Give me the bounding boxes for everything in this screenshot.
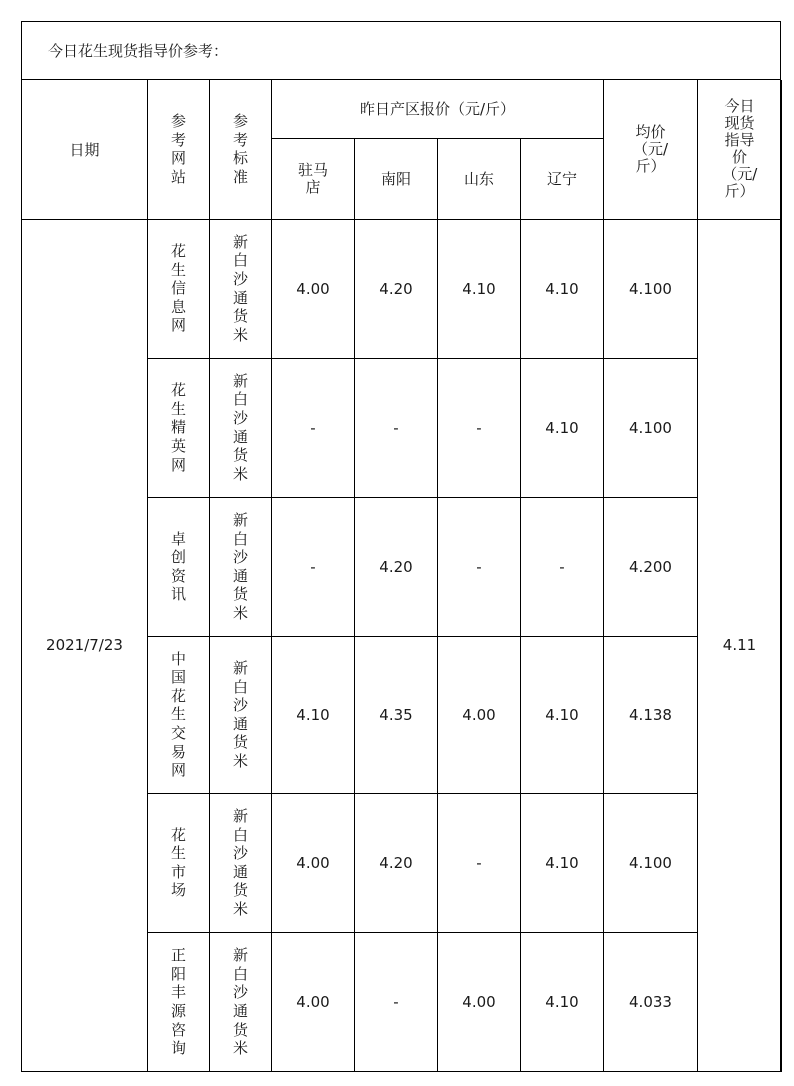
price-cell: - [438, 497, 521, 636]
price-cell: 4.20 [355, 793, 438, 932]
avg-cell: 4.200 [604, 497, 698, 636]
price-cell: - [521, 497, 604, 636]
site-cell: 花生信息网 [148, 219, 210, 358]
price-cell: - [438, 793, 521, 932]
header-date: 日期 [22, 80, 148, 219]
site-cell: 正阳丰源咨询 [148, 932, 210, 1071]
price-cell: 4.00 [272, 219, 355, 358]
header-avg: 均价（元/斤） [604, 80, 698, 219]
price-cell: 4.20 [355, 219, 438, 358]
avg-cell: 4.138 [604, 636, 698, 793]
price-cell: 4.10 [521, 219, 604, 358]
avg-cell: 4.100 [604, 793, 698, 932]
price-cell: 4.35 [355, 636, 438, 793]
date-cell: 2021/7/23 [22, 219, 148, 1071]
site-cell: 花生精英网 [148, 358, 210, 497]
header-region-shandong: 山东 [438, 138, 521, 219]
price-cell: 4.10 [272, 636, 355, 793]
price-cell: - [272, 497, 355, 636]
standard-cell: 新白沙通货米 [210, 636, 272, 793]
price-cell: 4.10 [521, 932, 604, 1071]
price-cell: 4.00 [272, 793, 355, 932]
price-cell: 4.20 [355, 497, 438, 636]
price-cell: 4.10 [521, 358, 604, 497]
standard-cell: 新白沙通货米 [210, 932, 272, 1071]
price-cell: 4.10 [521, 793, 604, 932]
document-title: 今日花生现货指导价参考： [22, 22, 780, 80]
standard-cell: 新白沙通货米 [210, 497, 272, 636]
price-cell: 4.00 [438, 636, 521, 793]
price-cell: 4.00 [438, 932, 521, 1071]
header-standard: 参考标准 [210, 80, 272, 219]
avg-cell: 4.100 [604, 358, 698, 497]
price-cell: - [438, 358, 521, 497]
avg-cell: 4.033 [604, 932, 698, 1071]
price-cell: 4.10 [438, 219, 521, 358]
site-cell: 卓创资讯 [148, 497, 210, 636]
standard-cell: 新白沙通货米 [210, 219, 272, 358]
table-row [22, 219, 782, 358]
guide-price-cell: 4.11 [698, 219, 782, 1071]
price-cell: - [272, 358, 355, 497]
header-guide: 今日现货指导价（元/斤） [698, 80, 782, 219]
price-cell: - [355, 932, 438, 1071]
site-cell: 中国花生交易网 [148, 636, 210, 793]
price-cell: - [355, 358, 438, 497]
site-cell: 花生市场 [148, 793, 210, 932]
header-region-group: 昨日产区报价（元/斤） [272, 80, 604, 138]
price-cell: 4.10 [521, 636, 604, 793]
header-region-nanyang: 南阳 [355, 138, 438, 219]
header-site: 参考网站 [148, 80, 210, 219]
header-region-liaoning: 辽宁 [521, 138, 604, 219]
price-cell: 4.00 [272, 932, 355, 1071]
standard-cell: 新白沙通货米 [210, 793, 272, 932]
header-region-zhumadian: 驻马店 [272, 138, 355, 219]
price-table [21, 80, 782, 1072]
standard-cell: 新白沙通货米 [210, 358, 272, 497]
avg-cell: 4.100 [604, 219, 698, 358]
